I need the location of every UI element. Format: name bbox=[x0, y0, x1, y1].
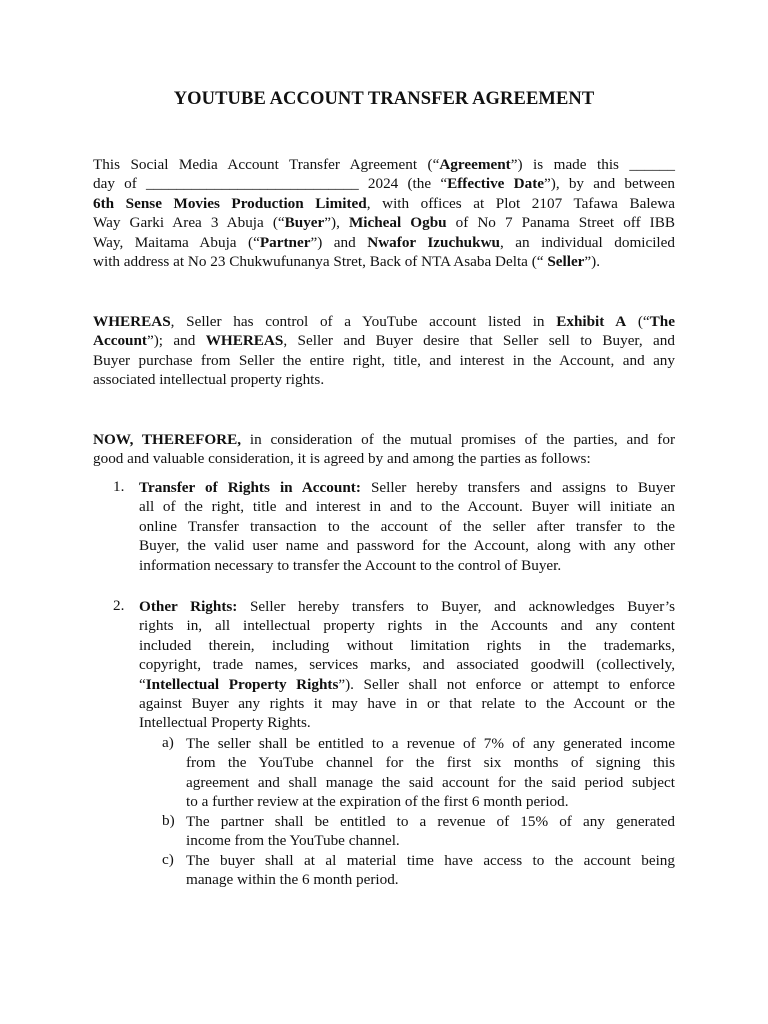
text-run: Seller hereby transfers to Buyer, and acknowledges Buyer’s bbox=[237, 598, 676, 615]
intro-line-5 bbox=[93, 233, 675, 252]
defined-term-account: The bbox=[649, 313, 675, 330]
subclause-b-line-2: income from the YouTube channel. bbox=[186, 832, 400, 850]
text-run: Seller hereby transfers and assigns to Buyer bbox=[360, 479, 675, 496]
clause-2-line-1 bbox=[139, 597, 675, 616]
defined-term-partner: Partner bbox=[259, 233, 311, 251]
now-therefore-keyword: NOW, THEREFORE, bbox=[93, 431, 242, 448]
text-run: (“ bbox=[626, 313, 650, 330]
party-partner-name: Micheal Ogbu bbox=[348, 214, 447, 232]
text-run: ”) is made this ______ bbox=[510, 156, 675, 173]
defined-term-buyer: Buyer bbox=[284, 214, 325, 232]
defined-term-effective-date: Effective Date bbox=[447, 175, 545, 193]
intro-line-2 bbox=[93, 174, 675, 193]
subclause-b-label: b) bbox=[162, 812, 175, 829]
clause-1-line-5: information necessary to transfer the Account to the control of Buyer. bbox=[139, 556, 562, 574]
clause-2-line-6: against Buyer any rights it may have in or that relate to the Account or the bbox=[139, 695, 675, 713]
now-line-1 bbox=[93, 430, 675, 449]
text-run: , Seller has control of a YouTube account listed in bbox=[170, 313, 557, 330]
clause-1-line-3: online Transfer transaction to the account of the seller after transfer to the bbox=[139, 517, 675, 535]
subclause-c-line-2: manage within the 6 month period. bbox=[186, 871, 399, 889]
subclause-c-line-1: The buyer shall at al material time have access to the account being bbox=[186, 852, 675, 869]
subclause-b-body bbox=[186, 812, 675, 851]
whereas-keyword: WHEREAS bbox=[205, 332, 284, 350]
defined-term-seller: Seller bbox=[547, 253, 585, 271]
intro-line-6 bbox=[93, 252, 675, 271]
defined-term-account: Account bbox=[93, 332, 147, 350]
text-run: ”), by and between bbox=[544, 175, 676, 193]
text-run: ”), bbox=[324, 214, 349, 232]
clause-1-line-2: all of the right, title and interest in and to the Account. Buyer will initiate an bbox=[139, 498, 675, 516]
now-line-2: good and valuable consideration, it is agreed by and among the parties as follows: bbox=[93, 450, 591, 468]
subclause-a-line-4: to a further review at the expiration of the first 6 month period. bbox=[186, 793, 569, 811]
whereas-line-1 bbox=[93, 312, 675, 331]
subclause-a-line-1: The seller shall be entitled to a revenue of 7% of any generated income bbox=[186, 735, 675, 752]
clause-1-number: 1. bbox=[113, 478, 125, 495]
clause-2-line-3: included therein, including without limitation rights in the trademarks, bbox=[139, 636, 675, 654]
text-run: ”). Seller shall not enforce or attempt to enforce bbox=[338, 675, 675, 693]
document-title: YOUTUBE ACCOUNT TRANSFER AGREEMENT bbox=[173, 89, 595, 109]
text-run: ”) and bbox=[310, 233, 368, 251]
text-run: day of ____________________________ 2024 (the “ bbox=[93, 175, 448, 193]
whereas-line-4: associated intellectual property rights. bbox=[93, 371, 325, 389]
party-buyer-name: 6th Sense Movies Production Limited bbox=[93, 194, 367, 212]
exhibit-reference: Exhibit A bbox=[556, 313, 627, 330]
clause-1-body bbox=[139, 478, 675, 575]
subclause-c-body bbox=[186, 851, 675, 890]
whereas-line-2 bbox=[93, 331, 675, 350]
defined-term-agreement: Agreement bbox=[439, 156, 511, 173]
text-run: “ bbox=[139, 675, 146, 693]
text-run: , Seller and Buyer desire that Seller sell to Buyer, and bbox=[283, 332, 675, 350]
subclause-a-line-3: agreement and shall manage the said account for the said period subject bbox=[186, 773, 675, 791]
text-run: This Social Media Account Transfer Agreement (“ bbox=[93, 156, 440, 173]
clause-1-line-4: Buyer, the valid user name and password for the Account, along with any other bbox=[139, 537, 675, 555]
intro-line-1 bbox=[93, 155, 675, 174]
whereas-keyword: WHEREAS bbox=[93, 313, 171, 330]
intro-paragraph bbox=[93, 155, 675, 271]
clause-2-line-7: Intellectual Property Rights. bbox=[139, 714, 311, 732]
now-therefore-paragraph bbox=[93, 430, 675, 469]
clause-2-line-5 bbox=[139, 675, 675, 694]
clause-2-number: 2. bbox=[113, 597, 125, 614]
clause-1-heading: Transfer of Rights in Account: bbox=[139, 479, 361, 496]
text-run: ”). bbox=[584, 253, 601, 271]
text-run: of No 7 Panama Street off IBB bbox=[446, 214, 675, 232]
clause-2-line-2: rights in, all intellectual property rights in the Accounts and any content bbox=[139, 617, 675, 635]
subclause-a-body bbox=[186, 734, 675, 812]
text-run: in consideration of the mutual promises of the parties, and for bbox=[241, 431, 675, 448]
subclause-c-label: c) bbox=[162, 851, 174, 868]
party-seller-name: Nwafor Izuchukwu bbox=[367, 233, 500, 251]
text-run: ”); and bbox=[147, 332, 206, 350]
intro-line-4 bbox=[93, 213, 675, 232]
text-run: , an individual domiciled bbox=[500, 233, 675, 251]
subclause-a-label: a) bbox=[162, 734, 174, 751]
text-run: , with offices at Plot 2107 Tafawa Balewa bbox=[366, 194, 676, 212]
whereas-line-3: Buyer purchase from Seller the entire right, title, and interest in the Account, and any bbox=[93, 351, 675, 369]
text-run: Way Garki Area 3 Abuja (“ bbox=[93, 214, 285, 232]
clause-2-heading: Other Rights: bbox=[139, 598, 238, 615]
defined-term-ip-rights: Intellectual Property Rights bbox=[145, 675, 339, 693]
intro-line-3 bbox=[93, 194, 675, 213]
whereas-paragraph bbox=[93, 312, 675, 390]
text-run: with address at No 23 Chukwufunanya Stret, Back of NTA Asaba Delta (“ bbox=[93, 253, 548, 271]
subclause-b-line-1: The partner shall be entitled to a revenue of 15% of any generated bbox=[186, 813, 675, 830]
clause-2-body bbox=[139, 597, 675, 733]
subclause-a-line-2: from the YouTube channel for the first six months of signing this bbox=[186, 754, 675, 772]
clause-1-line-1 bbox=[139, 478, 675, 497]
text-run: Way, Maitama Abuja (“ bbox=[93, 233, 260, 251]
clause-2-line-4: copyright, trade names, services marks, and associated goodwill (collectively, bbox=[139, 656, 675, 674]
